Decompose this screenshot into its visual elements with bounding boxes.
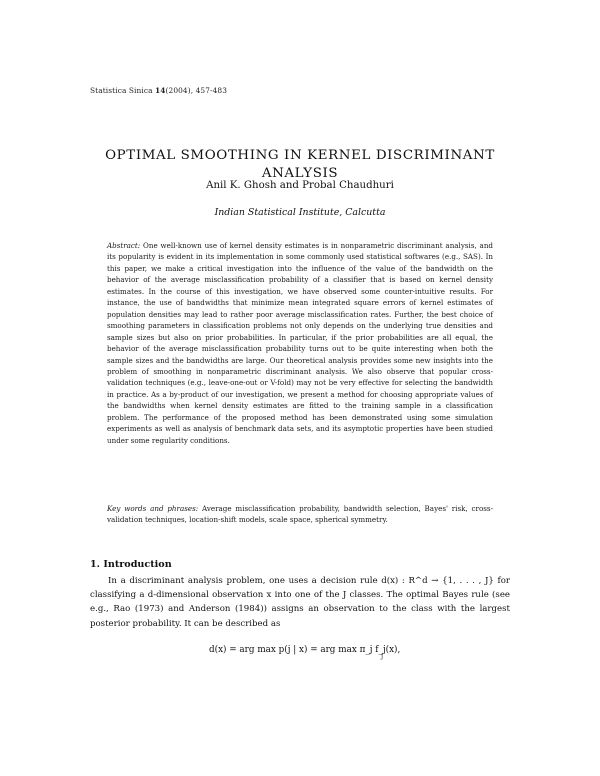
abstract xyxy=(107,240,493,446)
journal-volume: 14 xyxy=(155,86,166,95)
journal-name: Statistica Sinica xyxy=(90,86,153,95)
abstract-text: One well-known use of kernel density estimates is in nonparametric discriminant analysis, and its popularity is evident in its implementation in some commonly used statistical softwares (e.g., SAS). In this paper, we make a critical investigation into the influence of the value of the bandwidth on the behavior of the average misclassification probability of a classifier that is based on kernel density estimates. In the course of this investigation, we have observed some counter-intuitive results. For instance, the use of bandwidths that minimize mean integrated square errors of kernel estimates of population densities may lead to rather poor average misclassification rates. Further, the best choice of smoothing parameters in classification problems not only depends on the underlying true densities and sample sizes but also on prior probabilities. In particular, if the prior probabilities are all equal, the behavior of the average misclassification probability turns out to be quite interesting when both the sample sizes and the bandwidths are large. Our theoretical analysis provides some new insights into the problem of smoothing in nonparametric discriminant analysis. We also observe that popular cross-validation techniques (e.g., leave-one-out or V-fold) may not be very effective for selecting the bandwidth in practice. As a by-product of our investigation, we present a method for choosing appropriate values of the bandwidths when kernel density estimates are fitted to the training sample in a classification problem. The performance of the proposed method has been demonstrated using some simulation experiments as well as analysis of benchmark data sets, and its asymptotic properties have been studied under some regularity conditions. xyxy=(107,241,493,445)
keywords xyxy=(107,503,493,526)
abstract-label: Abstract: xyxy=(107,241,141,250)
equation-subscript: j xyxy=(381,653,383,660)
section-heading-introduction: 1. Introduction xyxy=(90,559,172,570)
journal-year-pages: (2004), 457-483 xyxy=(165,86,228,95)
keywords-label: Key words and phrases: xyxy=(107,504,199,513)
paper-authors: Anil K. Ghosh and Probal Chaudhuri xyxy=(206,180,394,191)
introduction-paragraph: In a discriminant analysis problem, one uses a decision rule d(x) : R^d → {1, . . . , J} for classifying a d-dimensional observation x into one of the J classes. The optimal Bayes rule (see e.g., Rao (1973) and Anderson (1984)) assigns an observation to the class with the largest posterior probability. It can be described as xyxy=(90,576,510,629)
bayes-rule-equation xyxy=(90,645,510,660)
running-head xyxy=(90,86,227,95)
paper-title: OPTIMAL SMOOTHING IN KERNEL DISCRIMINANT ANALYSIS xyxy=(105,147,495,181)
paper-affiliation: Indian Statistical Institute, Calcutta xyxy=(214,207,386,218)
keywords-text: Average misclassification probability, bandwidth selection, Bayes' risk, cross-validation techniques, location-shift models, scale space, spherical symmetry. xyxy=(107,504,494,525)
equation-text: d(x) = arg max p(j | x) = arg max π_j f_j(x), xyxy=(209,645,401,655)
